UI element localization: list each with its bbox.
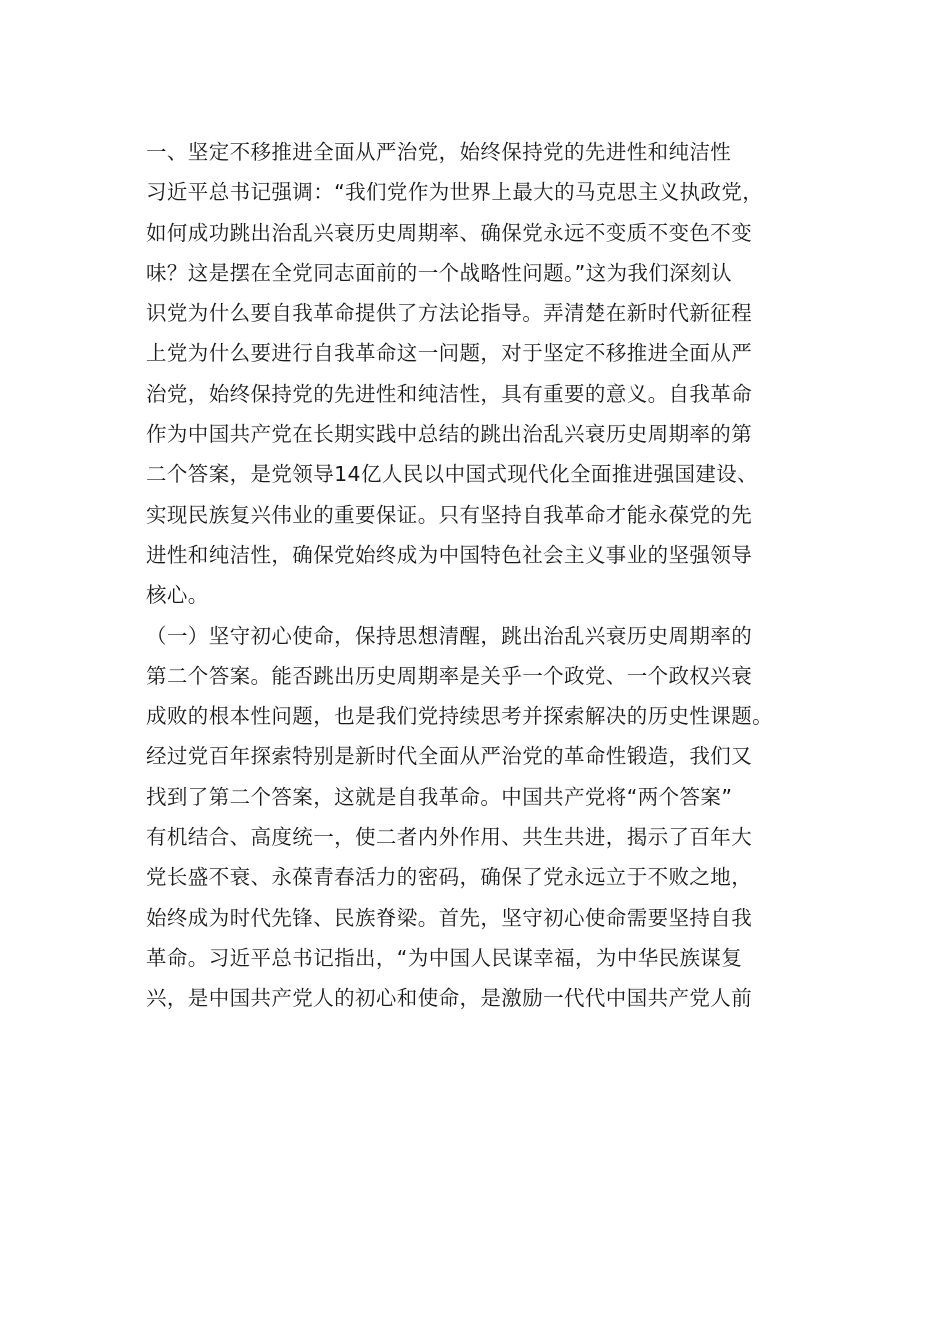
document-body <box>146 132 826 1019</box>
paragraph-line: 识党为什么要自我革命提供了方法论指导。弄清楚在新时代新征程 <box>146 301 753 326</box>
subsection-heading-line: （一）坚守初心使命，保持思想清醒，跳出治乱兴衰历史周期率的 <box>146 623 753 648</box>
paragraph-line: 实现民族复兴伟业的重要保证。只有坚持自我革命才能永葆党的先 <box>146 502 753 527</box>
paragraph-line: 革命。习近平总书记指出，“为中国人民谋幸福，为中华民族谋复 <box>146 945 743 970</box>
paragraph-line: 治党，始终保持党的先进性和纯洁性，具有重要的意义。自我革命 <box>146 381 753 406</box>
section-heading: 一、坚定不移推进全面从严治党，始终保持党的先进性和纯洁性 <box>146 140 732 164</box>
paragraph-line: 找到了第二个答案，这就是自我革命。中国共产党将“两个答案” <box>146 784 733 809</box>
paragraph-line: 核心。 <box>146 583 209 608</box>
paragraph-line: 党长盛不衰、永葆青春活力的密码，确保了党永远立于不败之地， <box>146 865 753 890</box>
paragraph-line: 兴，是中国共产党人的初心和使命，是激励一代代中国共产党人前 <box>146 986 753 1011</box>
paragraph-line: 上党为什么要进行自我革命这一问题，对于坚定不移推进全面从严 <box>146 341 753 366</box>
paragraph-line: 第二个答案。能否跳出历史周期率是关乎一个政党、一个政权兴衰 <box>146 663 753 688</box>
paragraph-line: 经过党百年探索特别是新时代全面从严治党的革命性锻造，我们又 <box>146 744 753 769</box>
paragraph-line: 有机结合、高度统一，使二者内外作用、共生共进，揭示了百年大 <box>146 825 753 850</box>
paragraph-line: 习近平总书记强调：“我们党作为世界上最大的马克思主义执政党， <box>146 180 764 205</box>
paragraph-line: 进性和纯洁性，确保党始终成为中国特色社会主义事业的坚强领导 <box>146 542 753 567</box>
paragraph-line: 作为中国共产党在长期实践中总结的跳出治乱兴衰历史周期率的第 <box>146 422 753 447</box>
paragraph-line: 始终成为时代先锋、民族脊梁。首先，坚守初心使命需要坚持自我 <box>146 905 753 930</box>
paragraph-line: 二个答案，是党领导14亿人民以中国式现代化全面推进强国建设、 <box>146 462 759 487</box>
paragraph-line: 成败的根本性问题，也是我们党持续思考并探索解决的历史性课题。 <box>146 704 773 729</box>
paragraph-line: 如何成功跳出治乱兴衰历史周期率、确保党永远不变质不变色不变 <box>146 220 753 245</box>
paragraph-line: 味？这是摆在全党同志面前的一个战略性问题。”这为我们深刻认 <box>146 260 732 285</box>
